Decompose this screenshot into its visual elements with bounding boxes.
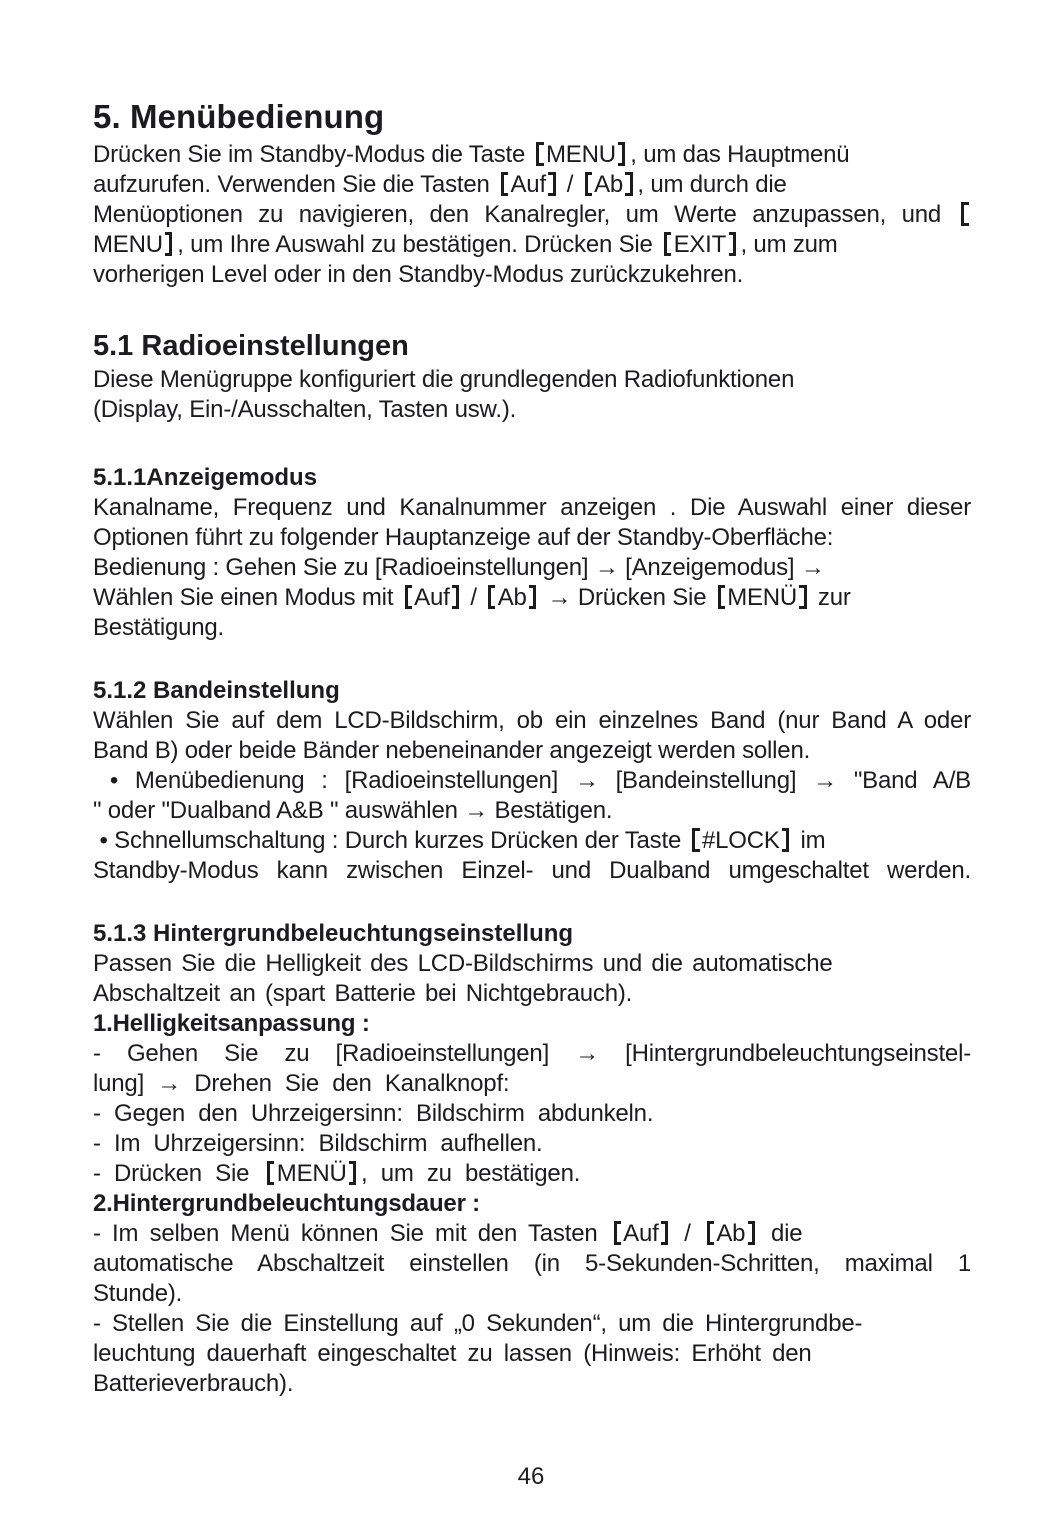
heading-band-setting: 5.1.2 Bandeinstellung <box>93 677 340 704</box>
text-line: - Drücken Sie MENÜ , um zu bestätigen. <box>93 1160 581 1187</box>
paragraph-menu-operation <box>93 140 971 290</box>
text-line: Drücken Sie im Standby-Modus die Taste MENU , um das Hauptmenü <box>93 141 850 168</box>
left-lenticular-bracket-icon <box>267 1161 274 1185</box>
paragraph-display-mode <box>93 493 971 643</box>
left-lenticular-bracket-icon <box>718 585 725 609</box>
right-lenticular-bracket-icon <box>625 172 632 196</box>
subheading-backlight-duration: 2.Hintergrundbeleuchtungsdauer : <box>93 1190 480 1217</box>
text-line: (Display, Ein-/Ausschalten, Tasten usw.). <box>93 396 517 423</box>
left-lenticular-bracket-icon <box>405 585 412 609</box>
text-line: Bedienung : Gehen Sie zu [Radioeinstellungen] → [Anzeigemodus] → <box>93 554 825 581</box>
left-lenticular-bracket-icon <box>961 202 968 226</box>
paragraph-backlight-duration <box>93 1219 971 1399</box>
text-line: " oder "Dualband A&B " auswählen → Bestätigen. <box>93 797 613 824</box>
text-line: • Schnellumschaltung : Durch kurzes Drücken der Taste #LOCK im <box>93 827 826 854</box>
heading-display-mode: 5.1.1Anzeigemodus <box>93 464 318 491</box>
text-line: Kanalname, Frequenz und Kanalnummer anzeigen . Die Auswahl einer dieser <box>93 494 971 521</box>
text-line: - Gegen den Uhrzeigersinn: Bildschirm abdunkeln. <box>93 1100 654 1127</box>
text-line: Bestätigung. <box>93 614 225 641</box>
text-line: leuchtung dauerhaft eingeschaltet zu lassen (Hinweis: Erhöht den <box>93 1340 812 1367</box>
text-line: - Im Uhrzeigersinn: Bildschirm aufhellen. <box>93 1130 543 1157</box>
right-lenticular-bracket-icon <box>452 585 459 609</box>
text-line: Batterieverbrauch). <box>93 1370 294 1397</box>
right-lenticular-bracket-icon <box>165 232 172 256</box>
left-lenticular-bracket-icon <box>585 172 592 196</box>
page-number: 46 <box>517 1463 545 1490</box>
text-line: Abschaltzeit an (spart Batterie bei Nichtgebrauch). <box>93 980 633 1007</box>
left-lenticular-bracket-icon <box>707 1221 714 1245</box>
text-line: Wählen Sie einen Modus mit Auf / Ab → Drücken Sie MENÜ zur <box>93 584 851 611</box>
heading-backlight-setting: 5.1.3 Hintergrundbeleuchtungseinstellung <box>93 920 574 947</box>
page-content <box>93 97 971 1399</box>
paragraph-backlight-intro <box>93 949 971 1009</box>
text-line: lung] → Drehen Sie den Kanalknopf: <box>93 1070 510 1097</box>
left-lenticular-bracket-icon <box>692 828 699 852</box>
right-lenticular-bracket-icon <box>548 172 555 196</box>
right-lenticular-bracket-icon <box>748 1221 755 1245</box>
right-lenticular-bracket-icon <box>529 585 536 609</box>
left-lenticular-bracket-icon <box>501 172 508 196</box>
text-line: Band B) oder beide Bänder nebeneinander angezeigt werden sollen. <box>93 737 811 764</box>
text-line: - Stellen Sie die Einstellung auf „0 Sekunden“, um die Hintergrundbe- <box>93 1310 863 1337</box>
right-lenticular-bracket-icon <box>618 142 625 166</box>
right-lenticular-bracket-icon <box>782 828 789 852</box>
left-lenticular-bracket-icon <box>664 232 671 256</box>
text-line: - Im selben Menü können Sie mit den Tasten Auf / Ab die <box>93 1220 803 1247</box>
heading-menu-operation: 5. Menübedienung <box>93 98 385 135</box>
right-lenticular-bracket-icon <box>661 1221 668 1245</box>
text-line: automatische Abschaltzeit einstellen (in 5-Sekunden-Schritten, maximal 1 <box>93 1250 971 1277</box>
text-line: - Gehen Sie zu [Radioeinstellungen] → [Hintergrundbeleuchtungseinstel- <box>93 1040 971 1067</box>
text-line: aufzurufen. Verwenden Sie die Tasten Auf / Ab , um durch die <box>93 171 787 198</box>
text-line: Standby-Modus kann zwischen Einzel- und Dualband umgeschaltet werden. <box>93 857 971 884</box>
text-line: Passen Sie die Helligkeit des LCD-Bildschirms und die automatische <box>93 950 833 977</box>
heading-radio-settings: 5.1 Radioeinstellungen <box>93 330 409 362</box>
right-lenticular-bracket-icon <box>349 1161 356 1185</box>
text-line: Wählen Sie auf dem LCD-Bildschirm, ob ein einzelnes Band (nur Band A oder <box>93 707 971 734</box>
text-line: Menüoptionen zu navigieren, den Kanalregler, um Werte anzupassen, und <box>93 200 971 230</box>
right-lenticular-bracket-icon <box>729 232 736 256</box>
left-lenticular-bracket-icon <box>488 585 495 609</box>
text-line: MENU , um Ihre Auswahl zu bestätigen. Drücken Sie EXIT , um zum <box>93 231 838 258</box>
left-lenticular-bracket-icon <box>614 1221 621 1245</box>
paragraph-band-setting <box>93 706 971 886</box>
text-line: vorherigen Level oder in den Standby-Modus zurückzukehren. <box>93 261 744 288</box>
paragraph-radio-settings <box>93 365 971 425</box>
text-line: Stunde). <box>93 1280 183 1307</box>
subheading-brightness-adjustment: 1.Helligkeitsanpassung : <box>93 1010 370 1037</box>
text-line: • Menübedienung : [Radioeinstellungen] → [Bandeinstellung] → "Band A/B <box>93 767 971 794</box>
right-lenticular-bracket-icon <box>799 585 806 609</box>
text-line: Diese Menügruppe konfiguriert die grundlegenden Radiofunktionen <box>93 366 795 393</box>
text-line: Optionen führt zu folgender Hauptanzeige auf der Standby-Oberfläche: <box>93 524 834 551</box>
left-lenticular-bracket-icon <box>536 142 543 166</box>
paragraph-brightness-adjustment <box>93 1039 971 1189</box>
